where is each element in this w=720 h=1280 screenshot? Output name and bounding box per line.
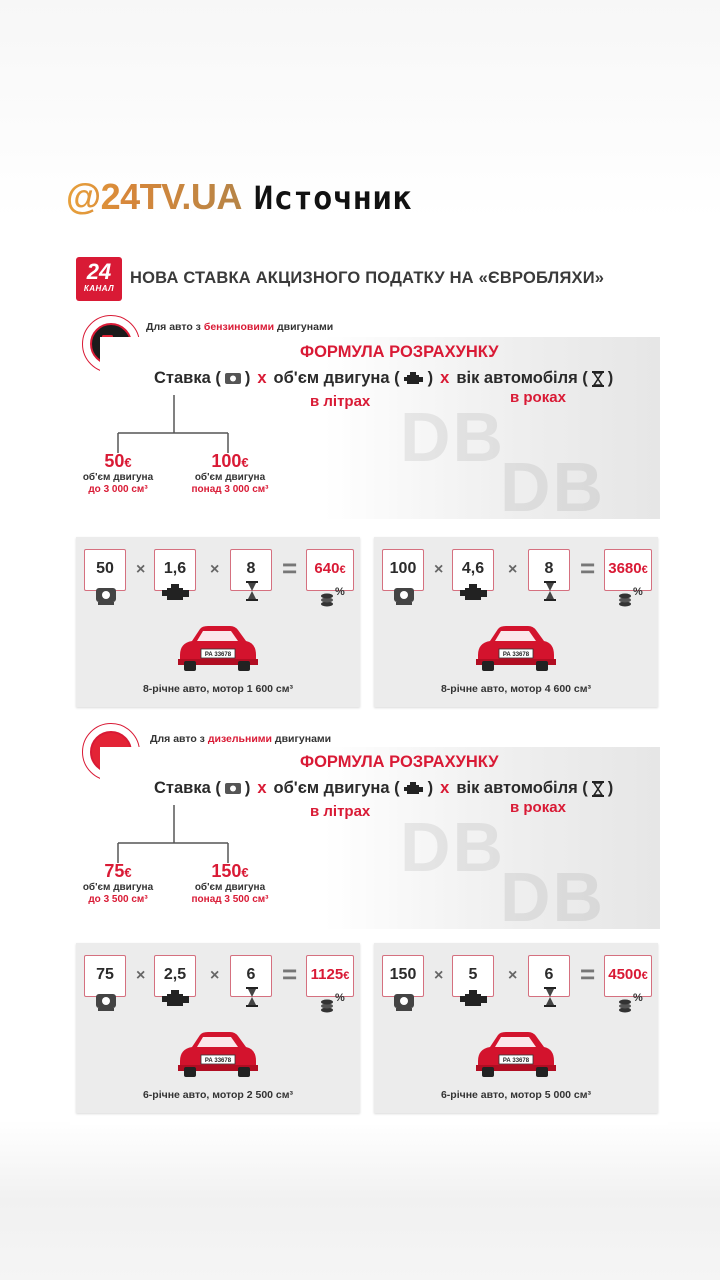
- engine-icon: [161, 988, 191, 1010]
- example-caption: 6-річне авто, мотор 2 500 см³: [142, 1089, 294, 1101]
- rate-option: [180, 861, 280, 906]
- calculation-row: [382, 955, 654, 1011]
- example-caption: 8-річне авто, мотор 1 600 см³: [142, 683, 294, 695]
- subtitle-suffix: двигунами: [272, 733, 332, 745]
- calculation-row: [382, 549, 654, 605]
- volume-cell: [452, 955, 494, 997]
- times-sign: x: [257, 779, 267, 797]
- poster-title: НОВА СТАВКА АКЦИЗНОГО ПОДАТКУ НА «ЄВРОБЛЯХИ»: [130, 269, 605, 287]
- coins-icon: [319, 588, 335, 608]
- car-illustration: [470, 621, 560, 678]
- result-value: [307, 560, 353, 577]
- paren-close: ): [607, 779, 614, 797]
- rate-value: 75: [104, 861, 125, 881]
- example-caption: 8-річне авто, мотор 4 600 см³: [440, 683, 592, 695]
- rate-label: об'єм двигуна: [194, 882, 266, 893]
- age-value: 8: [246, 560, 256, 577]
- rate-label: об'єм двигуна: [82, 882, 154, 893]
- money-icon: [94, 992, 118, 1012]
- petrol-subtitle: [146, 321, 333, 333]
- rate-value: 100: [389, 560, 417, 577]
- result-currency: €: [339, 564, 346, 576]
- rate-option: [76, 861, 160, 906]
- percent-sign: %: [633, 586, 643, 598]
- rate-option: [180, 451, 280, 496]
- formula-heading: ФОРМУЛА РОЗРАХУНКУ: [300, 343, 499, 361]
- formula-rate: Ставка (: [154, 779, 221, 797]
- result-currency: €: [641, 970, 648, 982]
- red-car-icon: [172, 1027, 262, 1079]
- times-sign: x: [440, 779, 450, 797]
- calculation-row: [84, 955, 356, 1011]
- volume-value: 4,6: [461, 560, 485, 577]
- volume-cell: [452, 549, 494, 591]
- times-operator: ×: [434, 561, 444, 578]
- result-cell: [604, 549, 652, 598]
- percent-sign: %: [335, 992, 345, 1004]
- hourglass-icon: [542, 986, 558, 1008]
- result-currency: €: [343, 970, 350, 982]
- plate-number: РА 33678: [502, 652, 530, 658]
- equals-operator: =: [580, 553, 596, 583]
- rate-range: понад 3 000 см³: [191, 484, 269, 495]
- subtitle-prefix: Для авто з: [146, 321, 204, 333]
- equals-operator: =: [580, 959, 596, 989]
- rate-option: [76, 451, 160, 496]
- formula-heading: ФОРМУЛА РОЗРАХУНКУ: [300, 753, 499, 771]
- paren-close: ): [427, 779, 434, 797]
- plate-watermark: DB: [500, 858, 606, 936]
- age-cell: [528, 955, 570, 997]
- age-value: 6: [246, 966, 256, 983]
- example-card: [76, 537, 360, 707]
- formula-panel: [82, 747, 660, 936]
- rate-label: об'єм двигуна: [194, 472, 266, 483]
- times-operator: ×: [136, 561, 146, 578]
- car-illustration: [470, 1027, 560, 1084]
- rate-value: 150: [389, 966, 417, 983]
- equals-operator: =: [282, 959, 298, 989]
- coins-icon: [617, 994, 633, 1014]
- car-illustration: [172, 1027, 262, 1084]
- result-number: 1125: [310, 966, 344, 983]
- example-card: [374, 943, 658, 1113]
- volume-cell: [154, 549, 196, 591]
- rate-cell: [382, 955, 424, 997]
- times-operator: ×: [434, 967, 444, 984]
- calculation-row: [84, 549, 356, 605]
- percent-sign: %: [335, 586, 345, 598]
- rate-currency: €: [124, 865, 132, 880]
- diesel-subtitle: [150, 733, 331, 745]
- coins-icon: [319, 994, 335, 1014]
- times-operator: ×: [136, 967, 146, 984]
- result-cell: [306, 955, 354, 1004]
- age-cell: [230, 549, 272, 591]
- formula-rate: Ставка (: [154, 369, 221, 387]
- times-operator: ×: [210, 967, 220, 984]
- unit-years: в роках: [510, 799, 566, 816]
- formula-age: вік автомобіля (: [456, 369, 588, 387]
- paren-close: ): [427, 369, 434, 387]
- times-operator: ×: [508, 967, 518, 984]
- rate-value: 75: [96, 966, 114, 983]
- formula-panel: [82, 337, 660, 526]
- result-number: 3680: [608, 560, 642, 577]
- example-card: [374, 537, 658, 707]
- money-icon: [392, 586, 416, 606]
- times-operator: ×: [210, 561, 220, 578]
- unit-liters: в літрах: [310, 803, 371, 820]
- rate-value: 150: [211, 861, 242, 881]
- rate-range: до 3 000 см³: [88, 484, 148, 495]
- times-sign: x: [257, 369, 267, 387]
- age-value: 6: [544, 966, 554, 983]
- age-cell: [230, 955, 272, 997]
- rate-cell: [84, 549, 126, 591]
- formula-volume: об'єм двигуна (: [273, 779, 400, 797]
- logo-text: КАНАЛ: [83, 284, 115, 293]
- diesel-section: [70, 723, 668, 1123]
- result-value: [605, 560, 651, 577]
- result-cell: [306, 549, 354, 598]
- formula-volume: об'єм двигуна (: [273, 369, 400, 387]
- red-car-icon: [172, 621, 262, 673]
- times-sign: x: [440, 369, 450, 387]
- example-card: [76, 943, 360, 1113]
- plate-watermark: DB: [400, 398, 506, 476]
- car-illustration: [172, 621, 262, 678]
- rate-value: 50: [104, 451, 125, 471]
- engine-icon: [161, 582, 191, 604]
- plate-watermark: DB: [400, 808, 506, 886]
- source-word: Источник: [253, 179, 412, 217]
- result-cell: [604, 955, 652, 1004]
- times-operator: ×: [508, 561, 518, 578]
- rate-value: 50: [96, 560, 114, 577]
- coins-icon: [617, 588, 633, 608]
- age-cell: [528, 549, 570, 591]
- subtitle-highlight: дизельними: [207, 733, 273, 745]
- petrol-section: [70, 315, 668, 715]
- paren-close: ): [244, 369, 251, 387]
- hourglass-icon: [244, 986, 260, 1008]
- red-car-icon: [470, 1027, 560, 1079]
- subtitle-suffix: двигунами: [274, 321, 334, 333]
- age-value: 8: [544, 560, 554, 577]
- result-value: [307, 966, 353, 983]
- volume-value: 2,5: [163, 966, 187, 983]
- channel-logo: [76, 257, 122, 301]
- result-number: 640: [314, 560, 340, 577]
- volume-cell: [154, 955, 196, 997]
- red-car-icon: [470, 621, 560, 673]
- plate-number: РА 33678: [502, 1058, 530, 1064]
- result-value: [605, 966, 651, 983]
- result-currency: €: [641, 564, 648, 576]
- volume-value: 5: [468, 966, 478, 983]
- logo-number: 24: [86, 259, 112, 284]
- result-number: 4500: [608, 966, 642, 983]
- rate-value: 100: [211, 451, 242, 471]
- hourglass-icon: [244, 580, 260, 602]
- source-handle[interactable]: @24TV.UA: [66, 176, 242, 217]
- paren-close: ): [607, 369, 614, 387]
- rate-label: об'єм двигуна: [82, 472, 154, 483]
- percent-sign: %: [633, 992, 643, 1004]
- unit-liters: в літрах: [310, 393, 371, 410]
- equals-operator: =: [282, 553, 298, 583]
- subtitle-prefix: Для авто з: [150, 733, 208, 745]
- plate-number: РА 33678: [204, 652, 232, 658]
- rate-currency: €: [124, 455, 132, 470]
- rate-range: до 3 500 см³: [88, 894, 148, 905]
- example-caption: 6-річне авто, мотор 5 000 см³: [440, 1089, 592, 1101]
- plate-number: РА 33678: [204, 1058, 232, 1064]
- subtitle-highlight: бензиновими: [203, 321, 275, 333]
- source-tag: [66, 176, 412, 218]
- rate-cell: [382, 549, 424, 591]
- unit-years: в роках: [510, 389, 566, 406]
- rate-currency: €: [241, 865, 249, 880]
- engine-icon: [459, 582, 489, 604]
- volume-value: 1,6: [163, 560, 187, 577]
- hourglass-icon: [542, 580, 558, 602]
- rate-currency: €: [241, 455, 249, 470]
- infographic-poster: [70, 245, 668, 1125]
- money-icon: [94, 586, 118, 606]
- money-icon: [392, 992, 416, 1012]
- plate-watermark: DB: [500, 448, 606, 526]
- paren-close: ): [244, 779, 251, 797]
- rate-range: понад 3 500 см³: [191, 894, 269, 905]
- rate-cell: [84, 955, 126, 997]
- formula-age: вік автомобіля (: [456, 779, 588, 797]
- engine-icon: [459, 988, 489, 1010]
